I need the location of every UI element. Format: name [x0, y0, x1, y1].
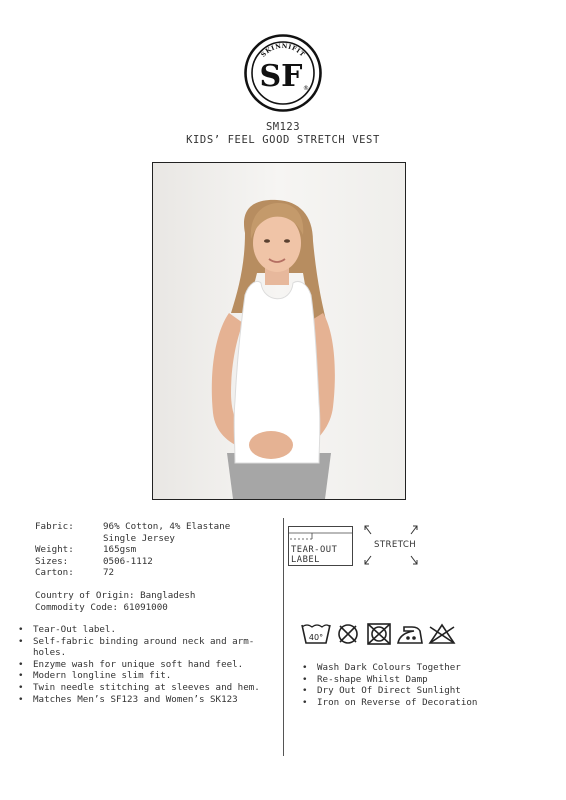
care-instructions	[302, 662, 477, 708]
list-item-continuation: holes.	[33, 647, 67, 659]
tear-out-label-text	[291, 546, 337, 565]
list-item: • Wash Dark Colours Together	[302, 662, 477, 674]
product-name: KIDS’ FEEL GOOD STRETCH VEST	[186, 134, 380, 146]
tear-out-line2: LABEL	[291, 554, 320, 565]
svg-text:SKINNIFIT	[260, 43, 306, 59]
commodity-code: Commodity Code: 61091000	[35, 601, 168, 613]
do-not-dry-clean-icon	[430, 625, 454, 643]
product-code: SM123	[265, 121, 301, 133]
do-not-bleach-icon	[339, 625, 357, 643]
wash-40-icon	[302, 625, 330, 643]
list-item: • Tear-Out label.	[18, 624, 276, 636]
list-item: • Modern longline slim fit.	[18, 670, 276, 682]
iron-icon	[398, 627, 422, 643]
spec-row	[35, 556, 263, 568]
spec-label	[35, 533, 103, 545]
country-of-origin: Country of Origin: Bangladesh	[35, 590, 196, 601]
feature-list	[18, 624, 276, 705]
spec-row	[35, 544, 263, 556]
origin-info	[35, 590, 195, 613]
list-item: • Twin needle stitching at sleeves and hem.	[18, 682, 276, 694]
registered-mark: ®	[303, 85, 309, 92]
spec-table	[35, 521, 263, 579]
spec-value: 72	[103, 567, 115, 579]
spec-value: 96% Cotton, 4% Elastane	[103, 521, 231, 532]
spec-value: Single Jersey	[103, 532, 175, 544]
wash-temp: 40°	[308, 633, 324, 642]
spec-value: 0506-1112	[103, 555, 153, 567]
list-item: • Matches Men’s SF123 and Women’s SK123	[18, 694, 276, 706]
brand-name: SKINNIFIT	[259, 42, 307, 59]
brand-monogram: SF	[259, 59, 303, 94]
spec-row	[35, 533, 263, 545]
list-item: • Re-shape Whilst Damp	[302, 674, 477, 686]
care-symbols	[300, 621, 460, 649]
brand-logo	[244, 34, 322, 112]
spec-label: Weight:	[35, 544, 74, 556]
list-item: • Dry Out Of Direct Sunlight	[302, 685, 477, 697]
do-not-tumble-dry-icon	[368, 624, 390, 644]
column-divider	[283, 518, 284, 756]
list-item: • Self-fabric binding around neck and arm-	[18, 636, 276, 648]
spec-label: Fabric:	[35, 521, 74, 532]
spec-row	[35, 567, 263, 579]
stretch-label: STRETCH	[374, 540, 417, 550]
product-photo	[152, 162, 406, 500]
spec-row	[35, 521, 263, 533]
list-item: • Enzyme wash for unique soft hand feel.	[18, 659, 276, 671]
list-item: • Iron on Reverse of Decoration	[302, 697, 477, 709]
tear-out-line1: TEAR-OUT	[291, 545, 338, 555]
spec-label: Carton:	[35, 567, 74, 579]
spec-value: 165gsm	[103, 544, 137, 556]
spec-label: Sizes:	[35, 555, 69, 567]
